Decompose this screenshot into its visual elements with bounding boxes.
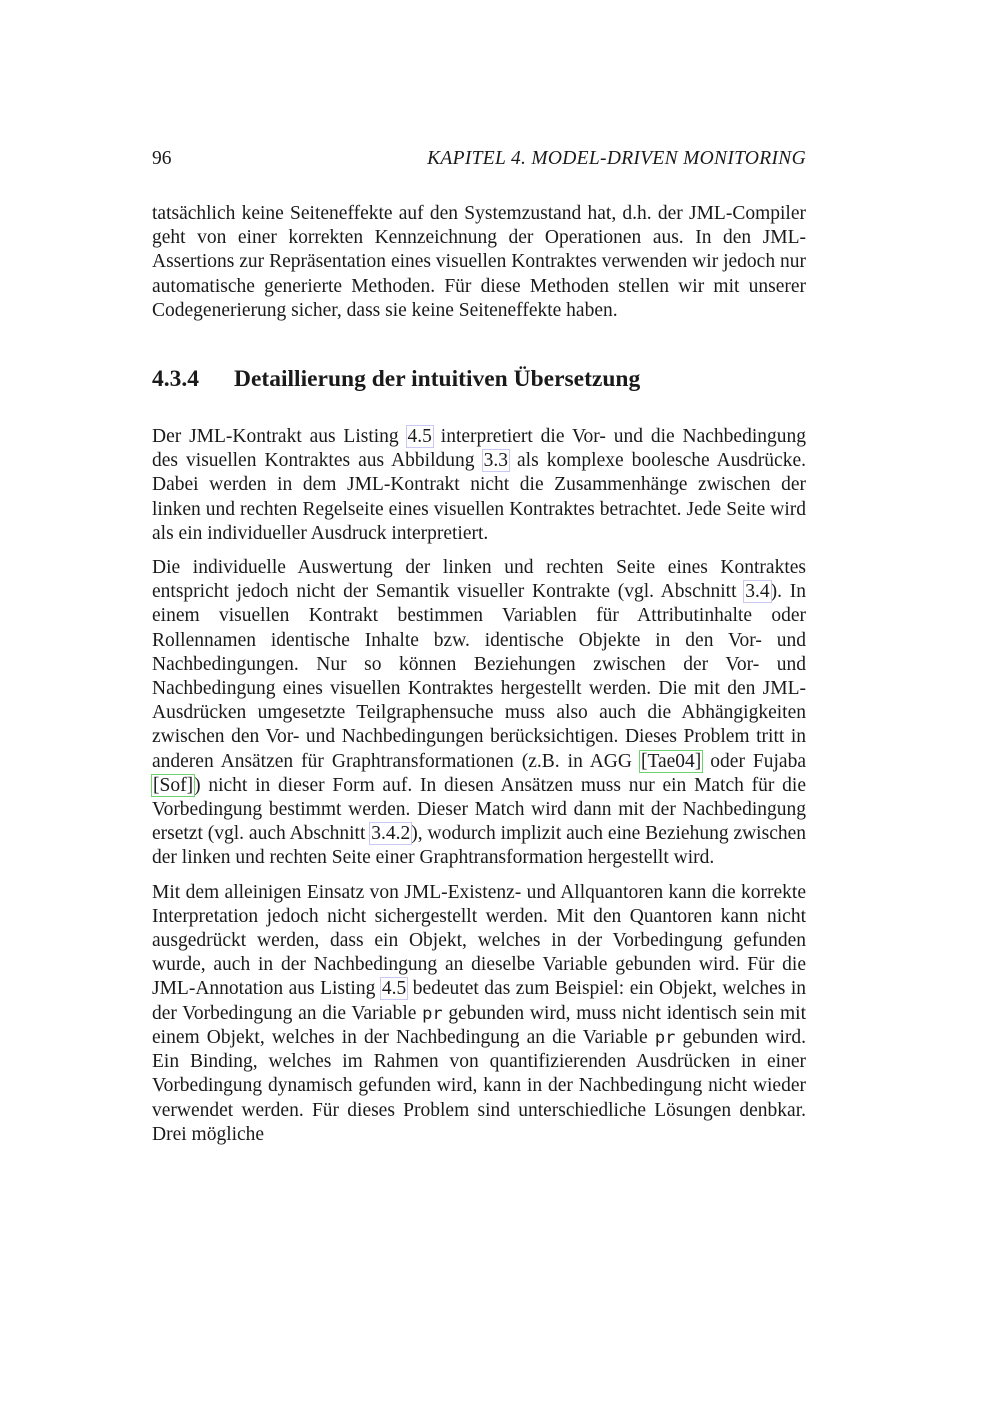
section-title: Detaillierung der intuitiven Übersetzung <box>234 366 641 393</box>
text-span: oder Fujaba <box>702 750 806 772</box>
text-span: gebunden wird. Ein Binding, welches im Rahmen von quantifizierenden Ausdrücken in einer Vorbedingung dynamisch gefunden wird, kann in der Nachbedingung nicht wieder verwendet werden. Für dieses Problem sind unterschiedliche Lösungen denbkar. Drei mögliche <box>152 1026 806 1145</box>
code-variable: pr <box>654 1027 676 1048</box>
citation-link[interactable]: [Tae04] <box>640 750 702 772</box>
paragraph-3 <box>152 881 806 1147</box>
section-ref-link[interactable]: 3.4 <box>745 581 770 603</box>
paragraph-intro: tatsächlich keine Seiteneffekte auf den Systemzustand hat, d.h. der JML-Compiler geht von einer korrekten Kennzeichnung der Operationen aus. In den JML-Assertions zur Repräsentation eines visuellen Kontraktes verwenden wir jedoch nur automatische generierte Methoden. Für diese Methoden stellen wir mit unserer Codegenerierung sicher, dass sie keine Seiteneffekte haben. <box>152 203 806 321</box>
listing-ref-link[interactable]: 4.5 <box>381 978 407 1000</box>
section-heading <box>152 365 806 393</box>
running-header <box>152 146 806 172</box>
text-span: Die individuelle Auswertung der linken und rechten Seite eines Kontraktes entspricht jedoch nicht der Semantik visueller Kontrakte (vgl. Abschnitt <box>152 557 806 603</box>
text-span: ) nicht in dieser Form auf. In diesen Ansätzen muss nur ein Match für die Vorbedingung bestimmt werden. Dieser Match wird dann mit der Nachbedingung ersetzt (vgl. auch Abschnitt <box>152 774 806 845</box>
chapter-title: KAPITEL 4. MODEL-DRIVEN MONITORING <box>427 148 806 169</box>
text-span: gebunden wird, muss nicht identisch sein mit einem Objekt, welches in der Nachbedingung an die Variable <box>152 1002 806 1048</box>
text-span: ), wodurch implizit auch eine Beziehung zwischen der linken und rechten Seite einer Graphtransformation hergestellt wird. <box>152 823 807 869</box>
paragraph-2 <box>152 556 806 871</box>
page-number: 96 <box>152 148 172 169</box>
citation-link[interactable]: [Sof] <box>153 774 194 796</box>
figure-ref-link[interactable]: 3.3 <box>483 450 508 472</box>
listing-ref-link[interactable]: 4.5 <box>407 426 432 448</box>
code-variable: pr <box>422 1003 443 1024</box>
text-span: bedeutet das zum Beispiel: ein Objekt, welches in der Vorbedingung an die Variable <box>152 978 806 1024</box>
text-span: als komplexe boolesche Ausdrücke. Dabei werden in dem JML-Kontrakt nicht die Zusammenhänge zwischen der linken und rechten Regelseite eines visuellen Kontraktes betrachtet. Jede Seite wird als ein individueller Ausdruck interpretiert. <box>152 450 806 544</box>
text-span: Der JML-Kontrakt aus Listing <box>152 426 407 448</box>
section-number: 4.3.4 <box>152 366 199 393</box>
section-ref-link[interactable]: 3.4.2 <box>371 823 411 845</box>
document-page <box>152 146 806 1147</box>
paragraph-1 <box>152 425 806 546</box>
text-span: ). In einem visuellen Kontrakt bestimmen Variablen für Attributinhalte oder Rollennamen identische Inhalte bzw. identische Objekte in den Vor- und Nachbedingungen. Nur so können Beziehungen zwischen der Vor- und Nachbedingung eines visuellen Kontraktes hergestellt werden. Die mit den JML-Ausdrücken umgesetzte Teilgraphensuche muss also auch die Abhängigkeiten zwischen den Vor- und Nachbedingungen berücksichtigen. Dieses Problem tritt in anderen Ansätzen für Graphtransformationen (z.B. in AGG <box>152 581 806 772</box>
text-span: interpretiert die Vor- und die Nachbedingung des visuellen Kontraktes aus Abbildung <box>152 426 806 472</box>
text-span: Mit dem alleinigen Einsatz von JML-Existenz- und Allquantoren kann die korrekte Interpretation jedoch nicht sichergestellt werden. Mit den Quantoren kann nicht ausgedrückt werden, dass ein Objekt, welches in der Vorbedingung gefunden wurde, auch in der Nachbedingung an dieselbe Variable gebunden wird. Für die JML-Annotation aus Listing <box>152 881 806 1000</box>
